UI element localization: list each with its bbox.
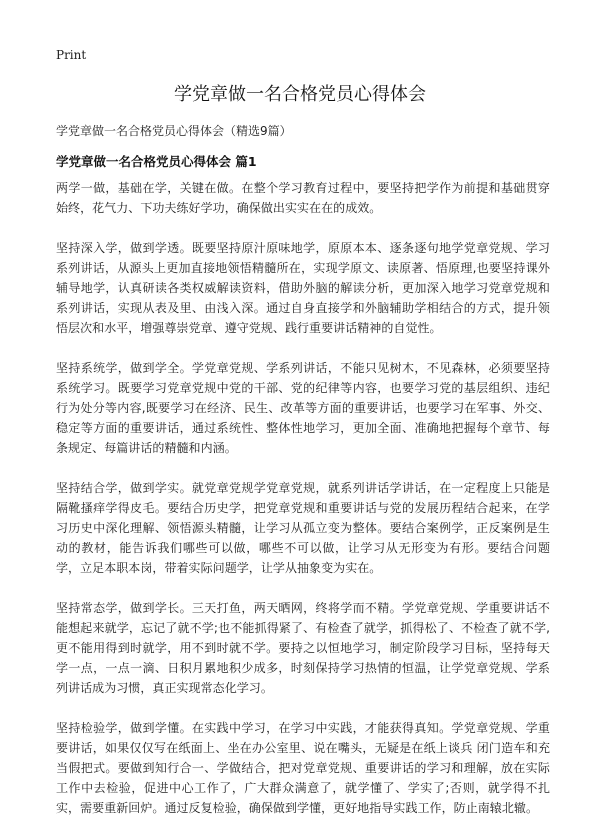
- paragraph: 坚持检验学，做到学懂。在实践中学习，在学习中实践，才能获得真知。学党章党规、学重要讲话，如果仅仅写在纸面上、坐在办公室里、说在嘴头，无疑是在纸上谈兵 闭门造车和充当假把式。要做到知行合一、学做结合，把对党章党规、重要讲话的学习和理解，放在实际工作中去检验，促进中心工作了，广大群众满意了，就学懂了、学实了;否则，就学得不扎实，需要重新回炉。通过反复检验，确保做到学懂，更好地指导实践工作，防止南辕北辙。: [56, 721, 550, 815]
- paragraph: 坚持系统学，做到学全。学党章党规、学系列讲话，不能只见树木，不见森林，必须要坚持系统学习。既要学习党章党规中党的干部、党的纪律等内容，也要学习党的基层组织、违纪行为处分等内容,既要学习在经济、民生、改革等方面的重要讲话，也要学习在军事、外交、稳定等方面的重要讲话，通过系统性、整体性地学习，更加全面、准确地把握每个章节、每条规定、每篇讲话的精髓和内涵。: [56, 361, 550, 455]
- paragraph: 坚持常态学，做到学长。三天打鱼，两天晒网，终将学而不精。学党章党规、学重要讲话不能想起来就学，忘记了就不学;也不能抓得紧了、有检查了就学，抓得松了、不检查了就不学,更不能用得到时就学，用不到时就不学。要持之以恒地学习，制定阶段学习目标，坚持每天学一点，一点一滴、日积月累地积少成多，时刻保持学习热情的恒温，让学党章党规、学系列讲话成为习惯，真正实现常态化学习。: [56, 601, 550, 695]
- paragraph: 坚持深入学，做到学透。既要坚持原汁原味地学，原原本本、逐条逐句地学党章党规、学习系列讲话，从源头上更加直接地领悟精髓所在，实现学原文、读原著、悟原理,也要坚持课外辅导地学，认真研读各类权威解读资料，借助外脑的解读分析，更加深入地学习党章党规和系列讲话，实现从表及里、由浅入深。通过自身直接学和外脑辅助学相结合的方式，提升领悟层次和水平，增强尊崇党章、遵守党规、践行重要讲话精神的自觉性。: [56, 241, 550, 335]
- print-link[interactable]: Print: [56, 48, 87, 62]
- document-subtitle: 学党章做一名合格党员心得体会（精选9篇）: [56, 124, 292, 138]
- article-body: [56, 178, 550, 838]
- paragraph: 两学一做，基础在学，关键在做。在整个学习教育过程中，要坚持把学作为前提和基础贯穿始终，花气力、下功夫练好学功，确保做出实实在在的成效。: [56, 181, 550, 215]
- section-heading: 学党章做一名合格党员心得体会 篇1: [56, 154, 257, 169]
- page-title: 学党章做一名合格党员心得体会: [174, 84, 426, 105]
- paragraph: 坚持结合学，做到学实。就党章党规学党章党规，就系列讲话学讲话，在一定程度上只能是隔靴搔痒学得皮毛。要结合历史学，把党章党规和重要讲话与党的发展历程结合起来，在学习历史中深化理解、领悟源头精髓，让学习从孤立变为整体。要结合案例学，正反案例是生动的教材，能告诉我们哪些可以做，哪些不可以做，让学习从无形变为有形。要结合问题学，立足本职本岗，带着实际问题学，让学从抽象变为实在。: [56, 481, 550, 575]
